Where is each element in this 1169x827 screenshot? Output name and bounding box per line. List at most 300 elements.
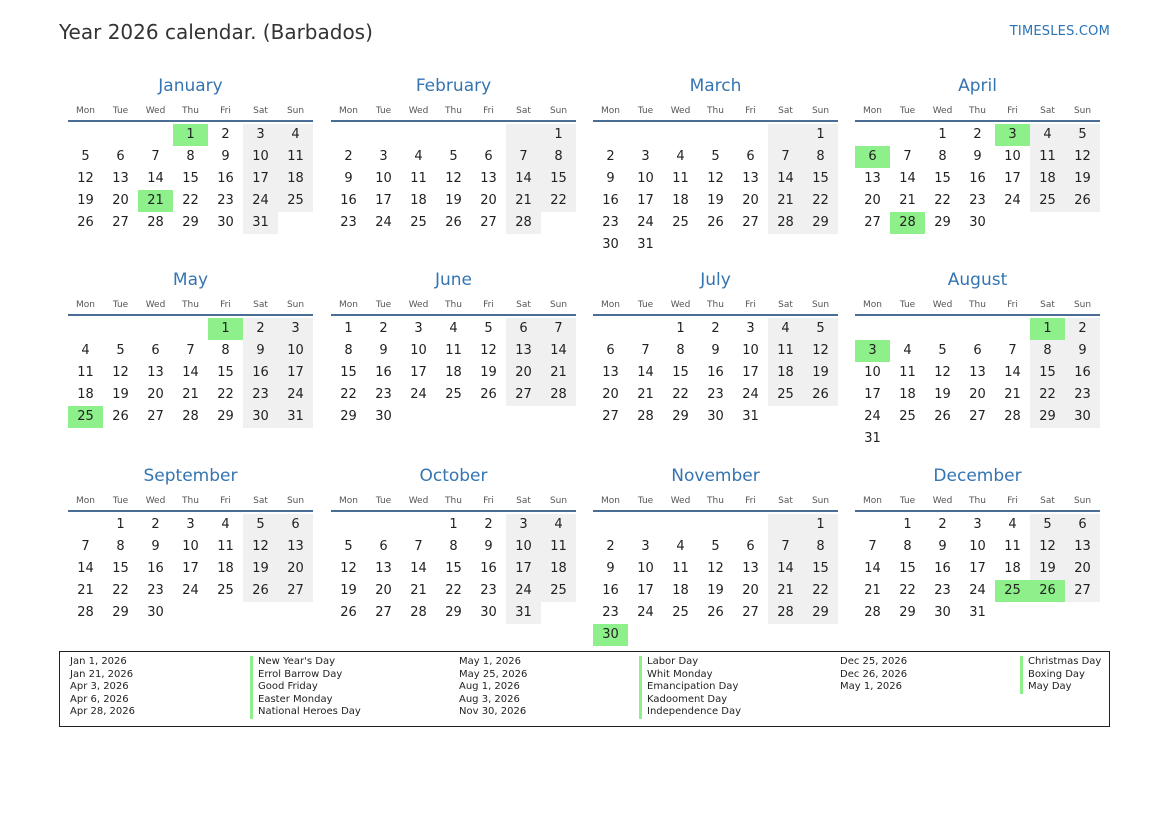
weekday-label: Wed xyxy=(408,300,429,310)
weekday-label: Fri xyxy=(1007,300,1018,310)
day-cell: 9 xyxy=(938,539,947,554)
empty-day-cell xyxy=(1065,212,1100,234)
day-cell: 10 xyxy=(410,343,427,358)
weekday-label: Thu xyxy=(445,106,462,116)
day-cell: 15 xyxy=(1030,362,1065,384)
day-cell: 16 xyxy=(217,171,234,186)
holiday-name: Easter Monday xyxy=(250,694,333,707)
empty-day-cell xyxy=(471,406,506,428)
weekday-label: Wed xyxy=(145,496,166,506)
day-cell: 21 xyxy=(77,583,94,598)
day-cell: 24 xyxy=(506,580,541,602)
empty-day-cell xyxy=(628,514,663,536)
day-cell: 6 xyxy=(973,343,982,358)
day-cell: 29 xyxy=(803,602,838,624)
weekday-label: Sat xyxy=(253,106,268,116)
day-cell: 27 xyxy=(864,215,881,230)
day-cell: 13 xyxy=(375,561,392,576)
day-cell: 22 xyxy=(217,387,234,402)
day-cell: 3 xyxy=(641,149,650,164)
weekday-label: Fri xyxy=(483,496,494,506)
day-cell: 13 xyxy=(969,365,986,380)
empty-day-cell xyxy=(331,124,366,146)
day-cell: 26 xyxy=(1065,190,1100,212)
day-cell: 26 xyxy=(77,215,94,230)
month-name: August xyxy=(947,270,1008,290)
day-cell: 2 xyxy=(1065,318,1100,340)
legend-row xyxy=(459,656,741,669)
weekday-label: Wed xyxy=(670,496,691,506)
day-cell: 24 xyxy=(1004,193,1021,208)
day-cell: 9 xyxy=(243,340,278,362)
day-cell: 19 xyxy=(1030,558,1065,580)
empty-day-cell xyxy=(698,234,733,256)
day-cell: 23 xyxy=(1065,384,1100,406)
month-march xyxy=(593,74,838,256)
day-cell: 17 xyxy=(1004,171,1021,186)
day-cell: 13 xyxy=(506,340,541,362)
day-cell: 20 xyxy=(742,193,759,208)
holiday-day-cell: 1 xyxy=(1030,318,1065,340)
month-april xyxy=(855,74,1100,234)
empty-day-cell xyxy=(436,406,471,428)
day-cell: 21 xyxy=(506,190,541,212)
day-cell: 25 xyxy=(445,387,462,402)
day-cell: 15 xyxy=(803,168,838,190)
day-cell: 11 xyxy=(768,340,803,362)
holiday-legend xyxy=(59,651,1110,727)
day-cell: 7 xyxy=(768,536,803,558)
day-cell: 17 xyxy=(637,583,654,598)
day-grid xyxy=(68,514,313,624)
day-cell: 23 xyxy=(480,583,497,598)
day-cell: 3 xyxy=(379,149,388,164)
day-cell: 8 xyxy=(221,343,230,358)
day-cell: 22 xyxy=(803,190,838,212)
empty-day-cell xyxy=(628,124,663,146)
weekday-header xyxy=(331,299,576,316)
weekday-label: Tue xyxy=(112,496,129,506)
day-cell: 1 xyxy=(116,517,125,532)
day-cell: 7 xyxy=(541,318,576,340)
weekday-label: Fri xyxy=(1007,106,1018,116)
day-cell: 5 xyxy=(344,539,353,554)
month-june xyxy=(331,268,576,428)
day-cell: 30 xyxy=(375,409,392,424)
day-cell: 29 xyxy=(112,605,129,620)
day-cell: 29 xyxy=(1030,406,1065,428)
day-cell: 9 xyxy=(379,343,388,358)
weekday-label: Wed xyxy=(408,496,429,506)
day-cell: 15 xyxy=(541,168,576,190)
day-cell: 27 xyxy=(278,580,313,602)
day-cell: 8 xyxy=(449,539,458,554)
day-cell: 19 xyxy=(77,193,94,208)
weekday-label: Sun xyxy=(286,106,305,116)
day-cell: 23 xyxy=(602,215,619,230)
day-cell: 12 xyxy=(445,171,462,186)
day-cell: 17 xyxy=(375,193,392,208)
day-cell: 4 xyxy=(221,517,230,532)
day-cell: 10 xyxy=(506,536,541,558)
day-cell: 8 xyxy=(676,343,685,358)
day-cell: 17 xyxy=(243,168,278,190)
weekday-label: Mon xyxy=(863,496,882,506)
day-cell: 10 xyxy=(243,146,278,168)
day-cell: 20 xyxy=(969,387,986,402)
month-august xyxy=(855,268,1100,450)
day-cell: 19 xyxy=(480,365,497,380)
day-cell: 17 xyxy=(278,362,313,384)
weekday-label: Mon xyxy=(76,300,95,310)
day-cell: 1 xyxy=(676,321,685,336)
day-cell: 7 xyxy=(768,146,803,168)
weekday-header xyxy=(855,105,1100,122)
empty-day-cell xyxy=(733,234,768,256)
day-cell: 9 xyxy=(151,539,160,554)
day-cell: 3 xyxy=(641,539,650,554)
day-cell: 8 xyxy=(803,536,838,558)
empty-day-cell xyxy=(803,406,838,428)
empty-day-cell xyxy=(138,124,173,146)
day-cell: 16 xyxy=(340,193,357,208)
month-november xyxy=(593,464,838,646)
weekday-label: Thu xyxy=(445,300,462,310)
weekday-label: Sun xyxy=(286,496,305,506)
day-cell: 21 xyxy=(410,583,427,598)
day-cell: 19 xyxy=(934,387,951,402)
day-cell: 28 xyxy=(147,215,164,230)
empty-day-cell xyxy=(995,602,1030,624)
day-cell: 31 xyxy=(243,212,278,234)
weekday-label: Sat xyxy=(1040,496,1055,506)
day-cell: 20 xyxy=(278,558,313,580)
empty-day-cell xyxy=(768,234,803,256)
day-cell: 22 xyxy=(899,583,916,598)
day-cell: 15 xyxy=(672,365,689,380)
holiday-name: Christmas Day xyxy=(1020,656,1101,669)
day-grid xyxy=(593,318,838,428)
legend-column xyxy=(459,656,741,719)
day-cell: 22 xyxy=(1030,384,1065,406)
day-cell: 29 xyxy=(217,409,234,424)
day-cell: 18 xyxy=(1004,561,1021,576)
empty-day-cell xyxy=(331,514,366,536)
holiday-name: Good Friday xyxy=(250,681,318,694)
month-name: October xyxy=(419,466,488,486)
day-cell: 29 xyxy=(803,212,838,234)
legend-row xyxy=(70,681,361,694)
month-name: May xyxy=(172,270,209,290)
day-cell: 18 xyxy=(672,193,689,208)
month-name: April xyxy=(958,76,997,96)
weekday-label: Sun xyxy=(811,496,830,506)
day-cell: 22 xyxy=(541,190,576,212)
day-cell: 16 xyxy=(1065,362,1100,384)
weekday-label: Thu xyxy=(707,300,724,310)
day-cell: 24 xyxy=(637,605,654,620)
weekday-label: Thu xyxy=(707,496,724,506)
empty-day-cell xyxy=(593,318,628,340)
day-cell: 17 xyxy=(182,561,199,576)
holiday-date: May 1, 2026 xyxy=(840,681,903,693)
day-cell: 7 xyxy=(903,149,912,164)
empty-day-cell xyxy=(68,514,103,536)
day-cell: 23 xyxy=(147,583,164,598)
legend-row xyxy=(840,656,1101,669)
day-cell: 30 xyxy=(934,605,951,620)
empty-day-cell xyxy=(698,624,733,646)
day-cell: 17 xyxy=(864,387,881,402)
day-cell: 17 xyxy=(410,365,427,380)
holiday-day-cell: 25 xyxy=(995,580,1030,602)
day-cell: 5 xyxy=(711,539,720,554)
day-cell: 4 xyxy=(1008,517,1017,532)
day-cell: 5 xyxy=(938,343,947,358)
day-cell: 5 xyxy=(243,514,278,536)
empty-day-cell xyxy=(803,624,838,646)
weekday-label: Mon xyxy=(76,496,95,506)
weekday-header xyxy=(855,299,1100,316)
day-cell: 11 xyxy=(672,561,689,576)
day-cell: 16 xyxy=(602,583,619,598)
day-cell: 25 xyxy=(410,215,427,230)
day-cell: 17 xyxy=(637,193,654,208)
day-cell: 8 xyxy=(903,539,912,554)
legend-row xyxy=(70,694,361,707)
day-cell: 29 xyxy=(340,409,357,424)
weekday-label: Sat xyxy=(778,300,793,310)
weekday-label: Fri xyxy=(220,300,231,310)
weekday-label: Sat xyxy=(516,496,531,506)
weekday-header xyxy=(593,299,838,316)
holiday-date: Nov 30, 2026 xyxy=(459,706,527,718)
day-cell: 24 xyxy=(637,215,654,230)
month-name: September xyxy=(143,466,238,486)
day-cell: 18 xyxy=(1030,168,1065,190)
day-cell: 7 xyxy=(414,539,423,554)
day-cell: 22 xyxy=(112,583,129,598)
day-cell: 11 xyxy=(445,343,462,358)
holiday-day-cell: 21 xyxy=(138,190,173,212)
legend-row xyxy=(459,694,741,707)
day-grid xyxy=(855,514,1100,624)
day-cell: 14 xyxy=(147,171,164,186)
month-name: March xyxy=(689,76,742,96)
day-cell: 28 xyxy=(541,384,576,406)
day-cell: 21 xyxy=(768,580,803,602)
day-cell: 6 xyxy=(484,149,493,164)
empty-day-cell xyxy=(1065,602,1100,624)
day-cell: 11 xyxy=(899,365,916,380)
day-cell: 26 xyxy=(340,605,357,620)
day-cell: 2 xyxy=(221,127,230,142)
day-grid xyxy=(593,514,838,646)
weekday-label: Thu xyxy=(969,106,986,116)
day-cell: 1 xyxy=(449,517,458,532)
day-cell: 15 xyxy=(899,561,916,576)
day-cell: 16 xyxy=(375,365,392,380)
empty-day-cell xyxy=(628,318,663,340)
day-cell: 20 xyxy=(480,193,497,208)
day-cell: 30 xyxy=(480,605,497,620)
legend-row xyxy=(840,669,1101,682)
day-cell: 7 xyxy=(151,149,160,164)
day-cell: 10 xyxy=(637,171,654,186)
day-cell: 27 xyxy=(742,605,759,620)
weekday-label: Tue xyxy=(375,496,392,506)
empty-day-cell xyxy=(1030,428,1065,450)
day-cell: 24 xyxy=(278,384,313,406)
day-cell: 20 xyxy=(506,362,541,384)
day-cell: 9 xyxy=(484,539,493,554)
day-cell: 1 xyxy=(344,321,353,336)
day-cell: 28 xyxy=(768,212,803,234)
day-cell: 18 xyxy=(672,583,689,598)
holiday-date: Aug 3, 2026 xyxy=(459,693,520,705)
empty-day-cell xyxy=(366,514,401,536)
weekday-label: Tue xyxy=(375,106,392,116)
empty-day-cell xyxy=(1030,212,1065,234)
weekday-label: Sun xyxy=(549,300,568,310)
day-cell: 21 xyxy=(182,387,199,402)
day-cell: 9 xyxy=(1065,340,1100,362)
day-cell: 14 xyxy=(1004,365,1021,380)
site-link[interactable]: TIMESLES.COM xyxy=(1009,24,1110,39)
empty-day-cell xyxy=(436,124,471,146)
holiday-name: Boxing Day xyxy=(1020,669,1085,682)
day-cell: 28 xyxy=(410,605,427,620)
day-cell: 15 xyxy=(803,558,838,580)
weekday-label: Sun xyxy=(1073,300,1092,310)
day-cell: 27 xyxy=(375,605,392,620)
day-cell: 22 xyxy=(803,580,838,602)
holiday-day-cell: 1 xyxy=(208,318,243,340)
empty-day-cell xyxy=(243,602,278,624)
empty-day-cell xyxy=(593,514,628,536)
empty-day-cell xyxy=(1065,428,1100,450)
day-cell: 9 xyxy=(973,149,982,164)
weekday-label: Mon xyxy=(601,496,620,506)
holiday-name: Errol Barrow Day xyxy=(250,669,342,682)
day-cell: 21 xyxy=(768,190,803,212)
day-cell: 4 xyxy=(278,124,313,146)
day-cell: 24 xyxy=(742,387,759,402)
day-cell: 16 xyxy=(147,561,164,576)
day-cell: 12 xyxy=(1065,146,1100,168)
empty-day-cell xyxy=(925,428,960,450)
day-cell: 20 xyxy=(864,193,881,208)
weekday-label: Wed xyxy=(145,106,166,116)
empty-day-cell xyxy=(366,124,401,146)
day-cell: 24 xyxy=(410,387,427,402)
weekday-header xyxy=(68,299,313,316)
day-cell: 11 xyxy=(541,536,576,558)
month-name: June xyxy=(434,270,473,290)
day-cell: 12 xyxy=(340,561,357,576)
day-cell: 20 xyxy=(602,387,619,402)
day-cell: 2 xyxy=(484,517,493,532)
day-cell: 17 xyxy=(969,561,986,576)
day-cell: 8 xyxy=(541,146,576,168)
holiday-name: Kadooment Day xyxy=(639,694,727,707)
day-cell: 21 xyxy=(899,193,916,208)
empty-day-cell xyxy=(68,124,103,146)
weekday-label: Fri xyxy=(745,106,756,116)
day-cell: 3 xyxy=(278,318,313,340)
day-cell: 5 xyxy=(449,149,458,164)
day-cell: 7 xyxy=(81,539,90,554)
legend-row xyxy=(70,706,361,719)
day-cell: 3 xyxy=(243,124,278,146)
weekday-header xyxy=(331,495,576,512)
day-cell: 16 xyxy=(602,193,619,208)
empty-day-cell xyxy=(68,318,103,340)
day-cell: 31 xyxy=(278,406,313,428)
weekday-header xyxy=(331,105,576,122)
day-grid xyxy=(68,318,313,428)
day-cell: 26 xyxy=(934,409,951,424)
day-cell: 10 xyxy=(742,343,759,358)
day-cell: 25 xyxy=(278,190,313,212)
empty-day-cell xyxy=(506,406,541,428)
day-cell: 18 xyxy=(445,365,462,380)
day-cell: 3 xyxy=(186,517,195,532)
weekday-label: Fri xyxy=(220,496,231,506)
holiday-day-cell: 30 xyxy=(593,624,628,646)
empty-day-cell xyxy=(663,234,698,256)
empty-day-cell xyxy=(541,602,576,624)
weekday-label: Thu xyxy=(969,300,986,310)
day-cell: 6 xyxy=(746,149,755,164)
holiday-date: May 25, 2026 xyxy=(459,668,528,680)
weekday-label: Sun xyxy=(811,106,830,116)
day-cell: 5 xyxy=(1065,124,1100,146)
day-cell: 12 xyxy=(112,365,129,380)
day-cell: 6 xyxy=(151,343,160,358)
empty-day-cell xyxy=(995,428,1030,450)
month-july xyxy=(593,268,838,428)
empty-day-cell xyxy=(960,428,995,450)
legend-column xyxy=(70,656,361,719)
weekday-label: Thu xyxy=(182,496,199,506)
day-cell: 20 xyxy=(112,193,129,208)
day-cell: 25 xyxy=(217,583,234,598)
day-cell: 13 xyxy=(278,536,313,558)
day-cell: 23 xyxy=(375,387,392,402)
day-cell: 10 xyxy=(1004,149,1021,164)
day-cell: 10 xyxy=(969,539,986,554)
day-cell: 31 xyxy=(506,602,541,624)
empty-day-cell xyxy=(768,624,803,646)
weekday-header xyxy=(593,495,838,512)
day-cell: 22 xyxy=(340,387,357,402)
day-cell: 2 xyxy=(151,517,160,532)
weekday-label: Sat xyxy=(253,496,268,506)
day-cell: 8 xyxy=(1030,340,1065,362)
day-cell: 19 xyxy=(803,362,838,384)
day-cell: 8 xyxy=(186,149,195,164)
legend-row xyxy=(70,656,361,669)
day-cell: 24 xyxy=(864,409,881,424)
weekday-label: Mon xyxy=(339,106,358,116)
weekday-label: Mon xyxy=(339,496,358,506)
day-cell: 12 xyxy=(77,171,94,186)
empty-day-cell xyxy=(855,318,890,340)
day-cell: 11 xyxy=(217,539,234,554)
empty-day-cell xyxy=(768,124,803,146)
day-cell: 7 xyxy=(1008,343,1017,358)
